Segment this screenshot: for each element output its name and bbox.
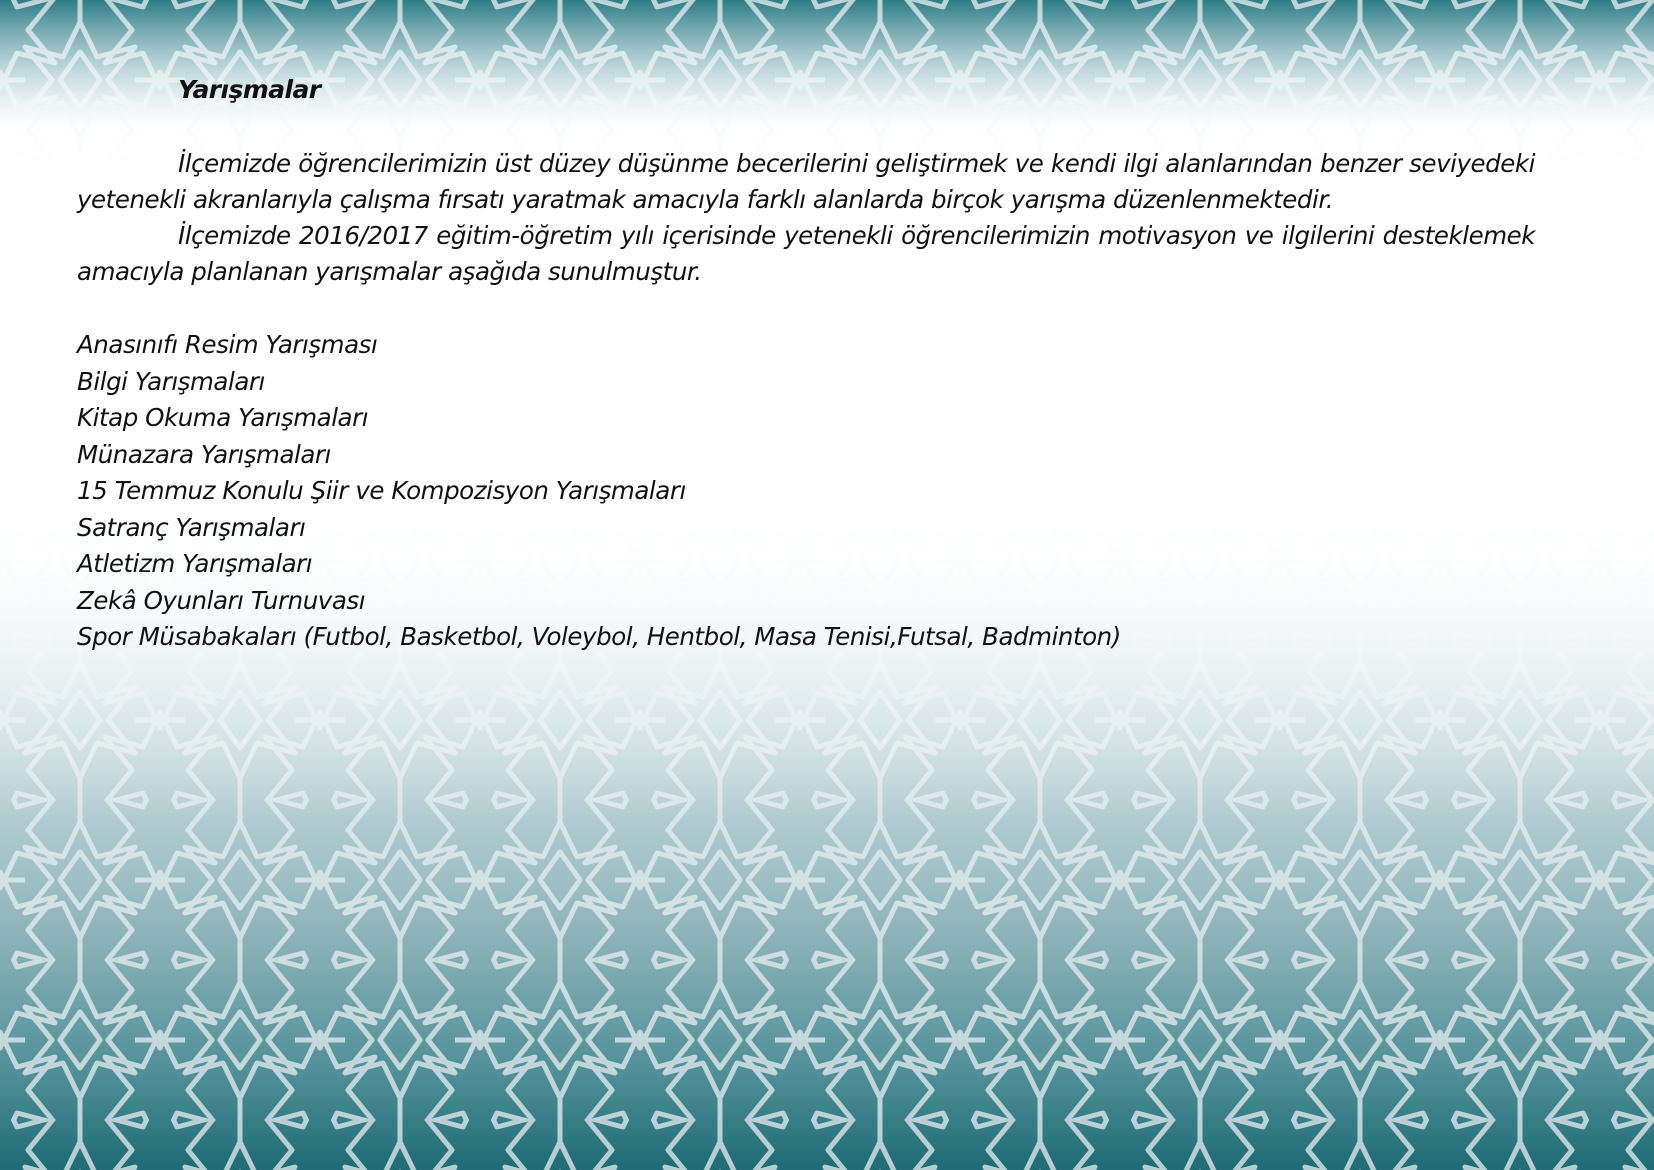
list-item: Satranç Yarışmaları (77, 512, 306, 542)
list-item: Bilgi Yarışmaları (77, 366, 265, 396)
intro-paragraph: İlçemizde öğrencilerimizin üst düzey düşünme becerilerini geliştirmek ve kendi ilgi alanlarından benzer seviyedeki yetenekli akranlarıyla çalışma fırsatı yaratmak amacıyla farklı alanlarda birçok yarışma düzenlenmektedir. (77, 149, 1535, 214)
list-item: Anasınıfı Resim Yarışması (77, 330, 378, 359)
list-item: Spor Müsabakaları (Futbol, Basketbol, Voleybol, Hentbol, Masa Tenisi,Futsal, Badminton) (77, 622, 1121, 651)
competition-list (77, 327, 1121, 656)
list-item: Kitap Okuma Yarışmaları (77, 403, 369, 432)
plan-paragraph: İlçemizde 2016/2017 eğitim-öğretim yılı içerisinde yetenekli öğrencilerimizin motivasyon ve ilgilerini desteklemek amacıyla planlanan yarışmalar aşağıda sunulmuştur. (77, 221, 1535, 286)
list-item: Münazara Yarışmaları (77, 439, 331, 469)
list-item: Atletizm Yarışmaları (77, 549, 313, 578)
section-heading: Yarışmalar (178, 75, 321, 104)
list-item: 15 Temmuz Konulu Şiir ve Kompozisyon Yarışmaları (77, 476, 686, 505)
list-item: Zekâ Oyunları Turnuvası (77, 585, 366, 615)
